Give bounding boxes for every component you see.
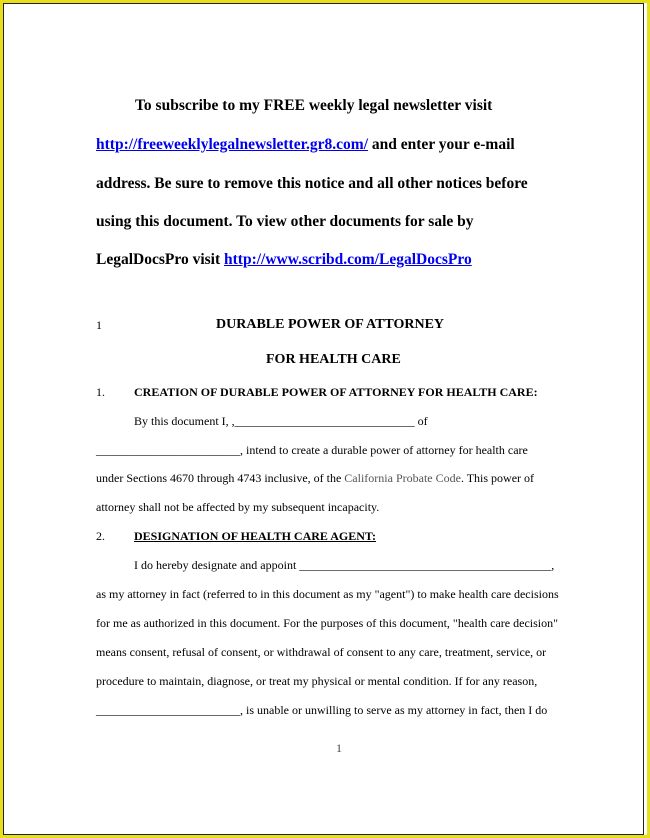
notice-line-5-pre: LegalDocsPro visit xyxy=(96,251,225,268)
section-1-line-3-post: . This power of xyxy=(460,471,535,485)
section-2-line-2: as my attorney in fact (referred to in this document as my "agent") to make health care decisions xyxy=(96,587,559,601)
section-1-number: 1. xyxy=(96,385,105,399)
section-2-line-1: I do hereby designate and appoint __________________________________________, xyxy=(134,558,555,572)
notice-line-3: address. Be sure to remove this notice and all other notices before xyxy=(96,175,528,192)
notice-line-1: To subscribe to my FREE weekly legal newsletter visit xyxy=(135,97,493,114)
section-1-line-2: ________________________, intend to create a durable power of attorney for health care xyxy=(96,443,528,457)
section-1-line-1: By this document I, ,______________________________ of xyxy=(134,414,428,428)
page-number: 1 xyxy=(336,741,342,755)
scribd-link[interactable]: http://www.scribd.com/LegalDocsPro xyxy=(224,251,472,268)
section-1-line-4: attorney shall not be affected by my subsequent incapacity. xyxy=(96,500,380,514)
notice-line-5 xyxy=(96,250,576,269)
section-2-line-4: means consent, refusal of consent, or withdrawal of consent to any care, treatment, service, or xyxy=(96,645,547,659)
section-2-heading: DESIGNATION OF HEALTH CARE AGENT: xyxy=(134,529,377,543)
section-1-line-3 xyxy=(96,471,534,486)
section-2-line-6: ________________________, is unable or unwilling to serve as my attorney in fact, then I do xyxy=(96,703,548,717)
document-title: DURABLE POWER OF ATTORNEY xyxy=(216,317,445,332)
line-number: 1 xyxy=(96,318,102,332)
document-subtitle: FOR HEALTH CARE xyxy=(266,352,401,367)
section-2-line-5: procedure to maintain, diagnose, or treat my physical or mental condition. If for any reason, xyxy=(96,674,538,688)
newsletter-link[interactable]: http://freeweeklylegalnewsletter.gr8.com/ xyxy=(96,136,369,153)
notice-line-2-rest: and enter your e-mail xyxy=(368,136,515,153)
probate-code-reference: California Probate Code xyxy=(344,471,461,485)
section-1-heading: CREATION OF DURABLE POWER OF ATTORNEY FOR HEALTH CARE: xyxy=(134,385,538,399)
section-1-line-3-pre: under Sections 4670 through 4743 inclusive, of the xyxy=(96,471,345,485)
notice-line-4: using this document. To view other documents for sale by xyxy=(96,213,474,230)
notice-line-2 xyxy=(96,135,576,154)
section-2-number: 2. xyxy=(96,529,105,543)
section-2-line-3: for me as authorized in this document. For the purposes of this document, "health care decision" xyxy=(96,616,559,630)
